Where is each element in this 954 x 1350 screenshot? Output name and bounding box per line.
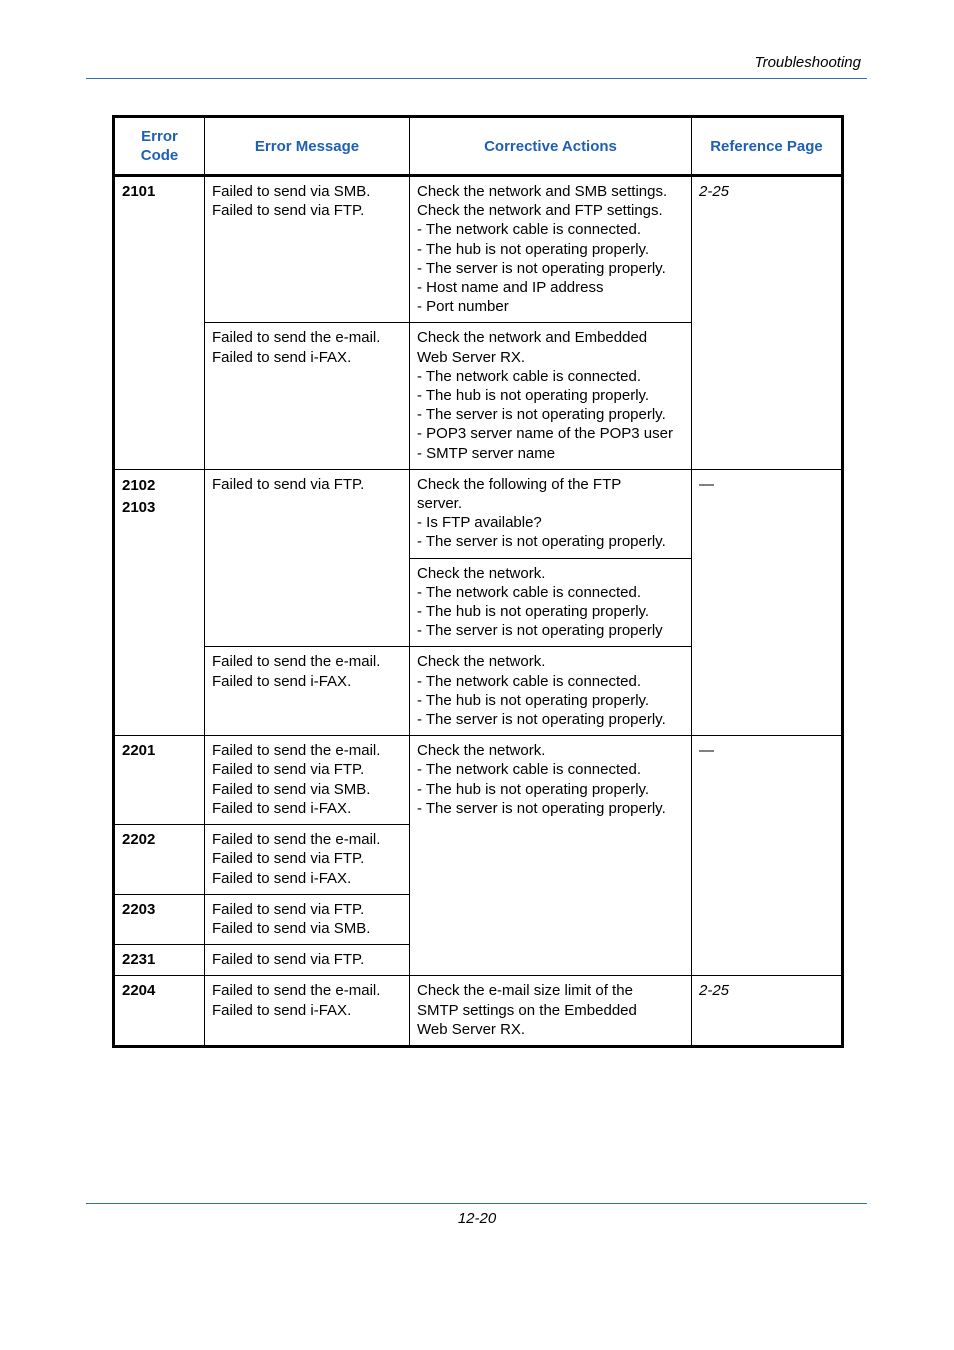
cell-line: Failed to send i-FAX. <box>212 1001 352 1019</box>
page-number: 12-20 <box>457 1210 497 1227</box>
cell-line: Failed to send via FTP. <box>212 900 365 918</box>
error-message-cell <box>205 945 410 976</box>
cell-line: - Host name and IP address <box>417 279 604 297</box>
corrective-actions-cell <box>410 647 692 736</box>
reference-page-cell: — <box>692 736 843 976</box>
cell-line: Check the network and SMB settings. <box>417 183 668 200</box>
error-code-cell <box>114 469 205 735</box>
cell-line: Check the network and Embedded <box>417 329 648 347</box>
footer-rule <box>86 1203 867 1204</box>
cell-line: server. <box>417 495 463 513</box>
cell-line: Failed to send via SMB. <box>212 780 371 798</box>
cell-line: Check the e-mail size limit of the <box>417 982 633 1000</box>
corrective-actions-cell <box>410 323 692 469</box>
cell-line: Failed to send the e-mail. <box>212 653 381 671</box>
cell-line: 2103 <box>122 498 156 516</box>
error-message-cell <box>205 469 410 647</box>
error-message-cell <box>205 825 410 895</box>
cell-line: - POP3 server name of the POP3 user <box>417 425 673 443</box>
cell-line: Failed to send the e-mail. <box>212 831 381 849</box>
table-row <box>114 736 843 825</box>
header-reference-page: Reference Page <box>692 117 843 176</box>
cell-line: Failed to send via SMB. <box>212 183 371 200</box>
cell-line: - The network cable is connected. <box>417 583 642 601</box>
cell-line: - The server is not operating properly. <box>417 406 666 424</box>
cell-line: Failed to send via FTP. <box>212 761 365 779</box>
cell-line: - The network cable is connected. <box>417 221 642 239</box>
cell-line: Failed to send the e-mail. <box>212 329 381 347</box>
cell-line: Failed to send the e-mail. <box>212 742 381 760</box>
cell-line: - The hub is not operating properly. <box>417 240 650 258</box>
error-message-cell <box>205 976 410 1047</box>
error-code-cell: 2203 <box>114 894 205 944</box>
table-row <box>114 176 843 323</box>
cell-line: - The hub is not operating properly. <box>417 603 650 621</box>
cell-line: Failed to send via FTP. <box>212 951 365 969</box>
corrective-actions-cell <box>410 469 692 558</box>
table-row <box>114 469 843 558</box>
cell-line: Check the network and FTP settings. <box>417 202 663 220</box>
corrective-actions-cell <box>410 976 692 1047</box>
error-message-cell <box>205 736 410 825</box>
error-code-cell: 2231 <box>114 945 205 976</box>
error-message-cell <box>205 176 410 323</box>
error-message-cell <box>205 323 410 469</box>
reference-page-cell: 2-25 <box>692 176 843 470</box>
table-row <box>114 976 843 1047</box>
error-message-cell <box>205 894 410 944</box>
cell-line: Failed to send via FTP. <box>212 202 365 220</box>
cell-line: - Port number <box>417 298 509 316</box>
cell-line: Failed to send i-FAX. <box>212 799 352 817</box>
corrective-actions-cell <box>410 736 692 976</box>
cell-line: Failed to send i-FAX. <box>212 348 352 366</box>
cell-line: 2102 <box>122 476 156 494</box>
cell-line: - The hub is not operating properly. <box>417 691 650 709</box>
cell-line: - The server is not operating properly. <box>417 533 666 551</box>
error-code-cell: 2201 <box>114 736 205 825</box>
cell-line: - The server is not operating properly. <box>417 711 666 729</box>
error-message-cell <box>205 647 410 736</box>
cell-line: Web Server RX. <box>417 348 526 366</box>
cell-line: Failed to send via FTP. <box>212 475 365 493</box>
cell-line: - The server is not operating properly <box>417 622 663 640</box>
cell-line: - The hub is not operating properly. <box>417 387 650 405</box>
reference-page-cell: 2-25 <box>692 976 843 1047</box>
error-code-cell: 2202 <box>114 825 205 895</box>
cell-line: Check the network. <box>417 742 546 760</box>
error-code-table <box>112 115 844 1048</box>
cell-line: SMTP settings on the Embedded <box>417 1001 637 1019</box>
table-header-row <box>114 117 843 176</box>
error-code-cell: 2101 <box>114 176 205 470</box>
corrective-actions-cell <box>410 558 692 647</box>
cell-line: - SMTP server name <box>417 444 556 462</box>
running-header: Troubleshooting <box>754 54 861 71</box>
cell-line: Web Server RX. <box>417 1020 526 1038</box>
cell-line: - The server is not operating properly. <box>417 799 666 817</box>
header-error-code: Error Code <box>114 117 205 176</box>
cell-line: Failed to send i-FAX. <box>212 672 352 690</box>
header-error-message: Error Message <box>205 117 410 176</box>
reference-page-cell: — <box>692 469 843 735</box>
cell-line: - The hub is not operating properly. <box>417 780 650 798</box>
error-code-cell: 2204 <box>114 976 205 1047</box>
cell-line: - The network cable is connected. <box>417 761 642 779</box>
cell-line: Failed to send i-FAX. <box>212 869 352 887</box>
cell-line: Failed to send the e-mail. <box>212 982 381 1000</box>
cell-line: - The network cable is connected. <box>417 367 642 385</box>
cell-line: Check the network. <box>417 653 546 671</box>
corrective-actions-cell <box>410 176 692 323</box>
cell-line: Check the network. <box>417 564 546 582</box>
cell-line: Check the following of the FTP <box>417 475 622 493</box>
cell-line: Failed to send via FTP. <box>212 850 365 868</box>
header-rule <box>86 78 867 79</box>
cell-line: - Is FTP available? <box>417 514 542 532</box>
cell-line: Failed to send via SMB. <box>212 919 371 937</box>
header-corrective-actions: Corrective Actions <box>410 117 692 176</box>
cell-line: - The network cable is connected. <box>417 672 642 690</box>
cell-line: - The server is not operating properly. <box>417 259 666 277</box>
